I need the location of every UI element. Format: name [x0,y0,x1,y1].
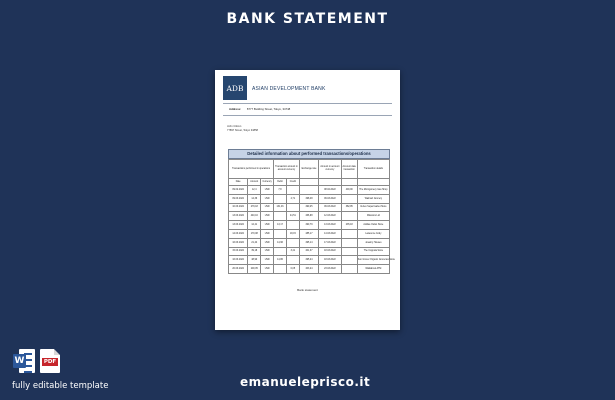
table-cell: 403,24 [299,265,318,274]
word-file-icon: W [13,349,35,373]
table-cell: USD [261,229,274,238]
table-cell [286,238,299,247]
table-cell: USD [261,186,274,195]
subheader-cell [319,179,342,186]
table-cell [341,247,357,256]
table-cell: 16.03.2022 [229,256,248,265]
table-cell: 15.03.2022 [229,247,248,256]
table-cell: 12,4 [248,186,261,195]
table-cell [341,265,357,274]
table-cell: 09.03.2022 [229,194,248,203]
transactions-table [228,149,395,274]
subheader-cell: Date [229,179,248,186]
table-row [229,194,390,203]
table-cell: 13.03.2022 [229,221,248,230]
table-cell: 44,51 [286,212,299,221]
table-row [229,256,390,265]
holder-address: 77897 Street, Tokyo 34858 [227,128,258,132]
table-cell: 4,71 [286,194,299,203]
subheader-cell: Credit [286,179,299,186]
table-cell: 495,24 [299,256,318,265]
subheader-cell: Amount [248,179,261,186]
account-holder [227,125,258,133]
subheader-cell: Currency [261,179,274,186]
table-cell: 18.03.2022 [319,256,342,265]
table-cell: 0,05 [286,265,299,274]
table-cell: 485,17 [299,229,318,238]
table-cell: 3,41 [286,247,299,256]
header-exchange-rate: Exchange rate [299,160,318,179]
table-cell: 17.03.2022 [319,238,342,247]
table-cell: 14,36 [248,194,261,203]
table-cell: 12.03.2022 [319,212,342,221]
subheader-cell [357,179,389,186]
table-cell: 14.03.2022 [319,229,342,238]
table-cell: The Montgomery Gas Shop [357,186,389,195]
table-row [229,238,390,247]
table-cell: Walmart Grocery [357,194,389,203]
table-cell: Walkabout ATM [357,265,389,274]
table-cell: 14.03.2022 [229,229,248,238]
table-cell: 400,00 [341,186,357,195]
website-link[interactable]: emanueleprisco.it [240,375,371,389]
table-cell: 131,46 [274,203,287,212]
table-cell: 12,41 [248,221,261,230]
table-cell: USD [261,265,274,274]
table-cell: 279,18 [248,203,261,212]
bank-name: ASIAN DEVELOPMENT BANK [252,86,326,92]
address-value: 8777 Building Street, Tokyo, 34748 [246,107,291,111]
table-cell: 09.03.2022 [319,203,342,212]
table-cell: 13,17 [274,221,287,230]
table-cell [341,194,357,203]
table-cell: USD [261,194,274,203]
table-cell [341,229,357,238]
table-row [229,186,390,195]
template-label: fully editable template [12,381,109,391]
subheader-cell [341,179,357,186]
table-cell: 235,18 [341,221,357,230]
table-cell [286,256,299,265]
table-cell: 382,95 [341,203,357,212]
table-cell: 7,8 [274,186,287,195]
table-row [229,265,390,274]
pdf-file-icon: PDF [40,349,60,373]
header-transaction-amount: Transaction amount in account currency [274,160,300,179]
table-cell: Vertex Supermarket Store [357,203,389,212]
table-cell: 401,37 [299,247,318,256]
table-cell: USD [261,238,274,247]
table-cell [286,186,299,195]
table-title: Detailed information about performed transactions/operations [228,149,390,159]
table-cell: USD [261,221,274,230]
table-cell: 48,90 [248,256,261,265]
subheader-cell: Debit [274,179,287,186]
table-cell: 13.03.2022 [229,212,248,221]
address-label: Address: [229,107,242,111]
table-cell: Adidas Outlet Store [357,221,389,230]
header-account-amount: Amount in account currency [319,160,342,179]
table-cell [341,238,357,247]
bank-logo: ADB [223,76,247,100]
table-cell: Jewelry Houses [357,238,389,247]
table-cell [274,212,287,221]
table-cell: Lawrence Cody [357,229,389,238]
table-row [229,203,390,212]
table-cell: 39,18 [248,247,261,256]
table-cell: 14,96 [274,238,287,247]
holder-name: John Citizen [227,125,242,128]
table-cell: 13.03.2022 [319,221,342,230]
table-cell: USD [261,247,274,256]
header-details: Transaction details [357,160,389,179]
address-row [229,107,290,111]
table-cell: USD [261,212,274,221]
table-cell: 170,08 [248,229,261,238]
table-cell [274,265,287,274]
table-row [229,247,390,256]
table-cell: 08.02.2022 [319,186,342,195]
table-cell [274,229,287,238]
table-cell: USD [261,256,274,265]
table-cell [299,186,318,195]
table-cell: Missions Ltd [357,212,389,221]
header-transactions: Transactions performed in operations [229,160,274,179]
table-cell: 20.03.2022 [229,265,248,274]
divider [223,103,392,104]
document-footer: Bank statement [297,288,318,292]
table-cell [286,203,299,212]
table-row [229,221,390,230]
page-title: BANK STATEMENT [226,11,389,27]
table-cell: 23.03.2022 [319,265,342,274]
subheader-cell [299,179,318,186]
table-cell: 466,98 [299,212,318,221]
table-cell [286,221,299,230]
statement-document [215,70,400,330]
table-cell [274,247,287,256]
table-row [229,212,390,221]
table-cell: 440,16 [248,212,261,221]
table-cell: 490,25 [299,203,318,212]
table-cell: 09.03.2022 [319,194,342,203]
table-cell: 09.02.2022 [229,186,248,195]
table-cell: The Coppola Store [357,247,389,256]
table-cell: Sun Grocer Organic Groceries Store [357,256,389,265]
divider [223,115,392,116]
table-cell: 16.03.2022 [229,238,248,247]
table-cell [274,194,287,203]
table-cell: 10.03.2022 [229,203,248,212]
table-row [229,229,390,238]
table-cell: 18,15 [286,229,299,238]
table-cell: 21,44 [248,238,261,247]
table-cell: 498,48 [299,194,318,203]
table-cell: 14,86 [274,256,287,265]
table-cell: 200,05 [248,265,261,274]
table-cell: 18.03.2022 [319,247,342,256]
format-icons [13,349,60,373]
table-cell: 490,79 [299,221,318,230]
header-account-date: Account date transaction [341,160,357,179]
table-cell [341,256,357,265]
table-cell: USD [261,203,274,212]
table-cell: 495,14 [299,238,318,247]
table-cell [341,212,357,221]
